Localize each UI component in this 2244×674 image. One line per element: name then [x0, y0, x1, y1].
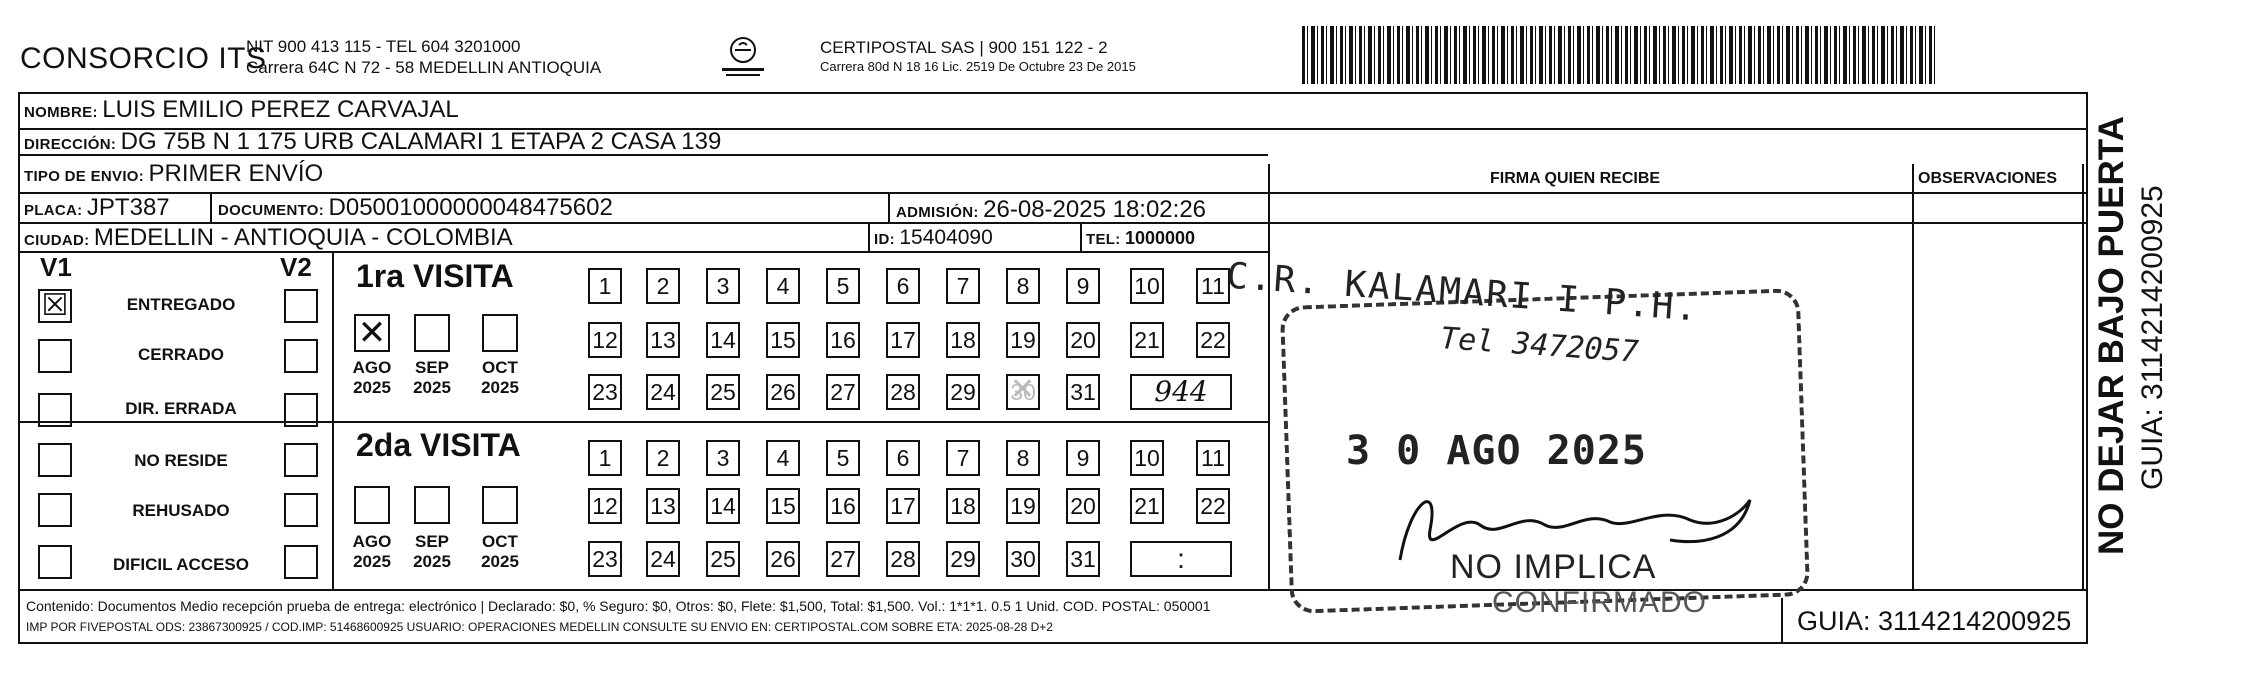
direccion-value: DG 75B N 1 175 URB CALAMARI 1 ETAPA 2 CASA 139: [120, 128, 722, 155]
visit1-day-7[interactable]: 7: [946, 268, 980, 304]
stamp-building-name: C.R. KALAMARI I P.H.: [1225, 255, 1701, 330]
placa-label: PLACA:: [24, 202, 83, 219]
documento-value: D05001000000048475602: [328, 194, 613, 221]
visit2-day-4[interactable]: 4: [766, 440, 800, 476]
visit1-day-12[interactable]: 12: [588, 322, 622, 358]
visit2-time-value: :: [1130, 541, 1232, 577]
rehusado-v1-checkbox[interactable]: [38, 493, 72, 527]
visit1-month-ago-checkbox[interactable]: ✕: [354, 314, 390, 352]
company-nit: NIT 900 413 115 - TEL 604 3201000: [246, 37, 521, 56]
nombre-label: NOMBRE:: [24, 104, 98, 121]
cerrado-v2-checkbox[interactable]: [284, 339, 318, 373]
visit1-month-oct-label: OCT 2025: [481, 358, 519, 397]
visit2-month-sep-label: SEP 2025: [413, 532, 451, 571]
rehusado-v2-checkbox[interactable]: [284, 493, 318, 527]
visit2-day-27[interactable]: 27: [826, 541, 860, 577]
dir-errada-v1-checkbox[interactable]: [38, 393, 72, 427]
visit1-day-11[interactable]: 11: [1196, 268, 1230, 304]
direccion-row: [24, 128, 721, 156]
visit2-day-17[interactable]: 17: [886, 488, 920, 524]
visit1-day-29[interactable]: 29: [946, 374, 980, 410]
visit2-day-5[interactable]: 5: [826, 440, 860, 476]
visit2-month-ago-checkbox[interactable]: [354, 486, 390, 524]
firma-header: FIRMA QUIEN RECIBE: [1490, 170, 1661, 187]
dificil-acceso-v2-checkbox[interactable]: [284, 545, 318, 579]
entregado-v1-checkbox[interactable]: ☒: [38, 289, 72, 323]
visit2-day-20[interactable]: 20: [1066, 488, 1100, 524]
visit2-day-7[interactable]: 7: [946, 440, 980, 476]
dir-errada-label: DIR. ERRADA: [125, 399, 237, 418]
tipo-value: PRIMER ENVÍO: [148, 160, 324, 187]
dir-errada-v2-checkbox[interactable]: [284, 393, 318, 427]
visit1-day-25[interactable]: 25: [706, 374, 740, 410]
visit1-day-19[interactable]: 19: [1006, 322, 1040, 358]
visit1-month-sep-label: SEP 2025: [413, 358, 451, 397]
placa-value: JPT387: [86, 194, 170, 221]
postal-name: CERTIPOSTAL SAS | 900 151 122 - 2: [820, 38, 1108, 57]
visit1-day-21[interactable]: 21: [1130, 322, 1164, 358]
cerrado-label: CERRADO: [138, 345, 224, 364]
visit2-day-14[interactable]: 14: [706, 488, 740, 524]
visit1-day-20[interactable]: 20: [1066, 322, 1100, 358]
visit2-day-31[interactable]: 31: [1066, 541, 1100, 577]
admision-field: [896, 196, 1206, 224]
company-info: [246, 36, 601, 78]
side-guia: GUIA: 3114214200925: [2136, 185, 2169, 490]
visit1-day-8[interactable]: 8: [1006, 268, 1040, 304]
visit1-day-18[interactable]: 18: [946, 322, 980, 358]
v2-header: V2: [280, 252, 312, 282]
tipo-label: TIPO DE ENVIO:: [24, 168, 145, 185]
side-warning: NO DEJAR BAJO PUERTA: [2092, 116, 2131, 555]
tel-value: 1000000: [1124, 228, 1196, 248]
visit1-day-5[interactable]: 5: [826, 268, 860, 304]
admision-label: ADMISIÓN:: [896, 204, 979, 221]
visit2-day-12[interactable]: 12: [588, 488, 622, 524]
visit2-day-30[interactable]: 30: [1006, 541, 1040, 577]
dificil-acceso-v1-checkbox[interactable]: [38, 545, 72, 579]
company-address: Carrera 64C N 72 - 58 MEDELLIN ANTIOQUIA: [246, 58, 602, 77]
footer-content: Contenido: Documentos Medio recepción prueba de entrega: electrónico | Declarado: $0, % Seguro: $0, Otros: $0, Flete: $1,500, Total: $1,500. Vol.: 1*1*1. 0.5 1 Unid. COD. POSTAL: 050001: [26, 598, 1211, 614]
ciudad-value: MEDELLIN - ANTIOQUIA - COLOMBIA: [93, 224, 513, 251]
no-reside-v2-checkbox[interactable]: [284, 443, 318, 477]
visit1-day-30[interactable]: 30 ✕: [1006, 374, 1040, 410]
company-name: CONSORCIO ITS: [20, 42, 267, 75]
admision-value: 26-08-2025 18:02:26: [983, 196, 1207, 223]
nombre-row: [24, 96, 459, 124]
visit1-day-2[interactable]: 2: [646, 268, 680, 304]
visit2-day-25[interactable]: 25: [706, 541, 740, 577]
postal-info: [820, 38, 1136, 76]
visit2-day-10[interactable]: 10: [1130, 440, 1164, 476]
visit1-day-1[interactable]: 1: [588, 268, 622, 304]
visit1-day-24[interactable]: 24: [646, 374, 680, 410]
visit2-day-9[interactable]: 9: [1066, 440, 1100, 476]
entregado-v2-checkbox[interactable]: [284, 289, 318, 323]
stamp-note-2: CONFIRMADO: [1492, 586, 1707, 619]
visit2-day-22[interactable]: 22: [1196, 488, 1230, 524]
visit2-day-1[interactable]: 1: [588, 440, 622, 476]
visit2-day-29[interactable]: 29: [946, 541, 980, 577]
tipo-row: [24, 160, 323, 188]
visit2-day-28[interactable]: 28: [886, 541, 920, 577]
visit2-day-8[interactable]: 8: [1006, 440, 1040, 476]
cerrado-v1-checkbox[interactable]: [38, 339, 72, 373]
ciudad-row: [24, 224, 513, 252]
rehusado-label: REHUSADO: [132, 501, 230, 520]
visit2-day-2[interactable]: 2: [646, 440, 680, 476]
visit1-day-13[interactable]: 13: [646, 322, 680, 358]
visit2-day-23[interactable]: 23: [588, 541, 622, 577]
visit1-day-17[interactable]: 17: [886, 322, 920, 358]
id-field: [874, 226, 993, 250]
stamp-date: 3 0 AGO 2025: [1346, 428, 1647, 474]
postal-license: Carrera 80d N 18 16 Lic. 2519 De Octubre 23 De 2015: [820, 59, 1136, 74]
visit2-day-21[interactable]: 21: [1130, 488, 1164, 524]
visit2-day-15[interactable]: 15: [766, 488, 800, 524]
footer-print-info: IMP POR FIVEPOSTAL ODS: 23867300925 / COD.IMP: 51468600925 USUARIO: OPERACIONES MEDELLIN CONSULTE SU ENVIO EN: CERTIPOSTAL.COM SOBRE ETA: 2025-08-28 D+2: [26, 620, 1053, 634]
visit1-title: 1ra VISITA: [356, 258, 514, 294]
visit2-day-16[interactable]: 16: [826, 488, 860, 524]
visit1-month-sep-checkbox[interactable]: [414, 314, 450, 352]
visit1-day-27[interactable]: 27: [826, 374, 860, 410]
visit1-day-10[interactable]: 10: [1130, 268, 1164, 304]
tel-field: [1086, 228, 1195, 249]
visit1-day-16[interactable]: 16: [826, 322, 860, 358]
visit2-day-18[interactable]: 18: [946, 488, 980, 524]
placa-row: [24, 194, 170, 222]
visit1-month-ago-label: AGO 2025: [352, 358, 392, 397]
ciudad-label: CIUDAD:: [24, 232, 90, 249]
visit1-day-22[interactable]: 22: [1196, 322, 1230, 358]
visit2-day-24[interactable]: 24: [646, 541, 680, 577]
visit2-day-11[interactable]: 11: [1196, 440, 1230, 476]
documento-field: [218, 194, 613, 222]
visit2-month-oct-checkbox[interactable]: [482, 486, 518, 524]
guia-number: GUIA: 3114214200925: [1781, 598, 2087, 644]
visit1-day-31[interactable]: 31: [1066, 374, 1100, 410]
visit2-day-3[interactable]: 3: [706, 440, 740, 476]
dificil-acceso-label: DIFICIL ACCESO: [112, 555, 249, 574]
direccion-label: DIRECCIÓN:: [24, 136, 117, 153]
visit1-day-26[interactable]: 26: [766, 374, 800, 410]
visit1-day-4[interactable]: 4: [766, 268, 800, 304]
visit2-month-ago-label: AGO 2025: [352, 532, 392, 571]
visit1-day-28[interactable]: 28: [886, 374, 920, 410]
visit1-day-23[interactable]: 23: [588, 374, 622, 410]
visit1-time-value: 944: [1130, 374, 1232, 410]
visit1-day-9[interactable]: 9: [1066, 268, 1100, 304]
visit1-month-oct-checkbox[interactable]: [482, 314, 518, 352]
visit1-day-6[interactable]: 6: [886, 268, 920, 304]
visit2-day-6[interactable]: 6: [886, 440, 920, 476]
visit2-month-oct-label: OCT 2025: [481, 532, 519, 571]
id-value: 15404090: [899, 226, 993, 249]
visit2-title: 2da VISITA: [356, 427, 521, 463]
visit2-day-26[interactable]: 26: [766, 541, 800, 577]
documento-label: DOCUMENTO:: [218, 202, 325, 219]
observaciones-header: OBSERVACIONES: [1918, 170, 2057, 187]
no-reside-v1-checkbox[interactable]: [38, 443, 72, 477]
visit1-day-3[interactable]: 3: [706, 268, 740, 304]
stamp-phone: Tel 3472057: [1439, 321, 1640, 370]
entregado-label: ENTREGADO: [126, 295, 236, 314]
visit1-day-15[interactable]: 15: [766, 322, 800, 358]
visit2-month-sep-checkbox[interactable]: [414, 486, 450, 524]
visit1-day-14[interactable]: 14: [706, 322, 740, 358]
tel-label: TEL:: [1086, 231, 1121, 248]
no-reside-label: NO RESIDE: [134, 451, 228, 470]
v1-header: V1: [40, 252, 72, 282]
certipostal-logo-icon: [708, 30, 778, 86]
id-label: ID:: [874, 231, 895, 248]
barcode: [1302, 26, 1938, 84]
visit2-day-19[interactable]: 19: [1006, 488, 1040, 524]
visit2-day-13[interactable]: 13: [646, 488, 680, 524]
nombre-value: LUIS EMILIO PEREZ CARVAJAL: [102, 96, 459, 123]
stamp-note-1: NO IMPLICA: [1450, 548, 1657, 586]
